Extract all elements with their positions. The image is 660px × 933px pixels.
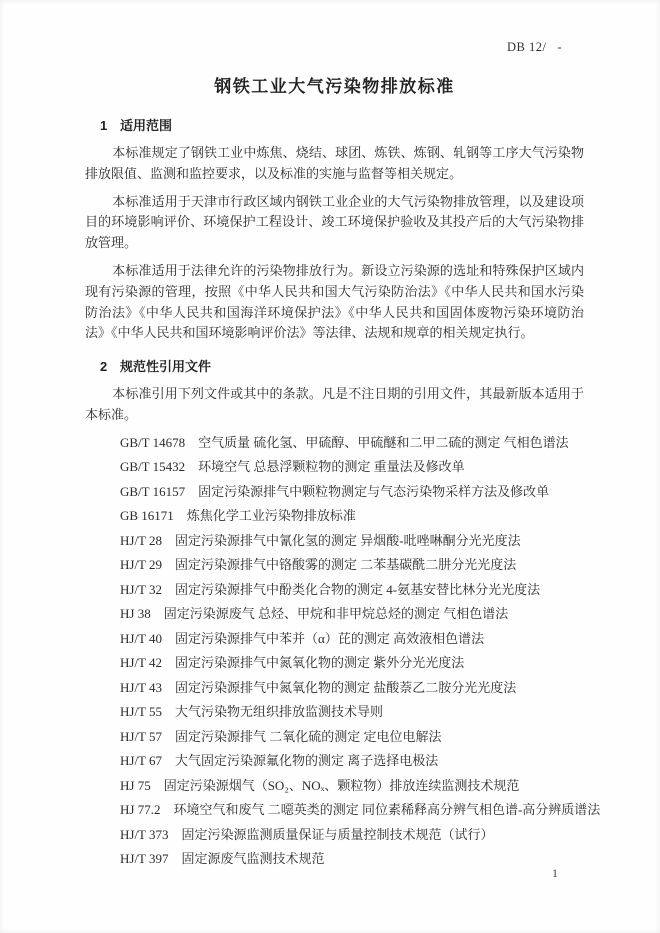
- reference-code: HJ 38: [120, 606, 151, 622]
- reference-title: 固定污染源排气 二氧化硫的测定 定电位电解法: [175, 728, 442, 744]
- reference-title: 固定污染源排气中颗粒物测定与气态污染物采样方法及修改单: [198, 483, 550, 499]
- reference-item: [120, 828, 584, 841]
- reference-code: HJ/T 40: [120, 630, 163, 646]
- reference-code: HJ/T 43: [120, 679, 163, 695]
- reference-title: 固定污染源烟气（SO₂、NOₓ、颗粒物）排放连续监测技术规范: [163, 777, 520, 793]
- reference-code: HJ 77.2: [120, 802, 161, 818]
- reference-code: GB/T 15432: [120, 459, 186, 475]
- section-2-title: 规范性引用文件: [120, 359, 212, 375]
- standard-number: DB 12/ -: [507, 40, 562, 54]
- reference-title: 大气污染物无组织排放监测技术导则: [175, 704, 384, 720]
- reference-item: [120, 460, 584, 473]
- reference-title: 固定污染源排气中氮氧化物的测定 盐酸萘乙二胺分光光度法: [175, 679, 517, 695]
- reference-item: [120, 534, 584, 547]
- references-list: [120, 434, 601, 867]
- reference-item: [120, 681, 584, 694]
- reference-item: [120, 754, 584, 767]
- reference-title: 大气固定污染源氟化物的测定 离子选择电极法: [175, 753, 439, 769]
- reference-code: HJ/T 67: [120, 753, 163, 769]
- section-1-heading: [85, 115, 584, 134]
- reference-code: HJ 75: [120, 777, 151, 793]
- reference-item: [120, 436, 584, 449]
- reference-code: HJ/T 32: [120, 581, 163, 597]
- reference-item: [120, 632, 584, 645]
- reference-code: HJ/T 373: [120, 826, 169, 842]
- section-2-number: 2: [100, 359, 108, 375]
- reference-code: HJ/T 57: [120, 728, 163, 744]
- reference-title: 固定污染源排气中氮氧化物的测定 紫外分光光度法: [175, 655, 465, 671]
- reference-item: [120, 730, 584, 743]
- page-number: 1: [552, 866, 558, 880]
- reference-item: [120, 852, 584, 865]
- reference-code: HJ/T 28: [120, 532, 163, 548]
- reference-title: 固定污染源排气中酚类化合物的测定 4-氨基安替比林分光光度法: [175, 581, 541, 597]
- section-1-paragraph-3: 本标准适用于法律允许的污染物排放行为。新设立污染源的选址和特殊保护区域内现有污染源的管理，按照《中华人民共和国大气污染防治法》《中华人民共和国水污染防治法》《中华人民共和国海洋环境保护法》《中华人民共和国固体废物污染环境防治法》《中华人民共和国环境影响评价法》等法律、法规和规章的相关规定执行。: [85, 262, 584, 341]
- reference-item: [120, 583, 584, 596]
- section-1-number: 1: [100, 118, 108, 133]
- reference-item: [120, 656, 584, 669]
- document-title: 钢铁工业大气污染物排放标准: [214, 77, 455, 96]
- reference-title: 固定污染源排气中苯并（α）芘的测定 高效液相色谱法: [175, 630, 485, 646]
- reference-item: [120, 485, 584, 498]
- reference-code: GB/T 14678: [120, 434, 186, 450]
- reference-title: 固定污染源监测质量保证与质量控制技术规范（试行）: [181, 826, 494, 842]
- reference-item: [120, 509, 584, 522]
- reference-code: HJ/T 42: [120, 655, 163, 671]
- section-1-title: 适用范围: [120, 118, 173, 133]
- reference-title: 固定污染源排气中铬酸雾的测定 二苯基碳酰二肼分光光度法: [175, 557, 517, 573]
- section-1-paragraph-1: 本标准规定了钢铁工业中炼焦、烧结、球团、炼铁、炼钢、轧钢等工序大气污染物排放限值、监测和监控要求，以及标准的实施与监督等相关规定。: [85, 145, 584, 181]
- reference-title: 环境空气 总悬浮颗粒物的测定 重量法及修改单: [198, 459, 465, 475]
- reference-item: [120, 607, 584, 620]
- reference-item: [120, 705, 584, 718]
- reference-title: 固定源废气监测技术规范: [181, 851, 325, 867]
- reference-title: 环境空气和废气 二噁英类的测定 同位素稀释高分辨气相色谱-高分辨质谱法: [173, 802, 601, 818]
- section-2-intro: 本标准引用下列文件或其中的条款。凡是不注日期的引用文件，其最新版本适用于本标准。: [85, 386, 584, 422]
- reference-item: [120, 779, 584, 792]
- section-1-paragraph-2: 本标准适用于天津市行政区域内钢铁工业企业的大气污染物排放管理，以及建设项目的环境影响评价、环境保护工程设计、竣工环境保护验收及其投产后的大气污染物排放管理。: [85, 193, 584, 251]
- reference-title: 固定污染源废气 总烃、甲烷和非甲烷总烃的测定 气相色谱法: [163, 606, 509, 622]
- reference-title: 固定污染源排气中氰化氢的测定 异烟酸-吡唑啉酮分光光度法: [175, 532, 521, 548]
- reference-item: [120, 802, 601, 818]
- reference-code: HJ/T 55: [120, 704, 163, 720]
- reference-code: GB/T 16157: [120, 483, 186, 499]
- reference-code: HJ/T 397: [120, 851, 169, 867]
- reference-code: HJ/T 29: [120, 557, 163, 573]
- reference-title: 空气质量 硫化氢、甲硫醇、甲硫醚和二甲二硫的测定 气相色谱法: [198, 434, 569, 450]
- reference-code: GB 16171: [120, 508, 174, 524]
- reference-title: 炼焦化学工业污染物排放标准: [186, 508, 356, 524]
- section-2-heading: [85, 356, 584, 375]
- reference-item: [120, 558, 584, 571]
